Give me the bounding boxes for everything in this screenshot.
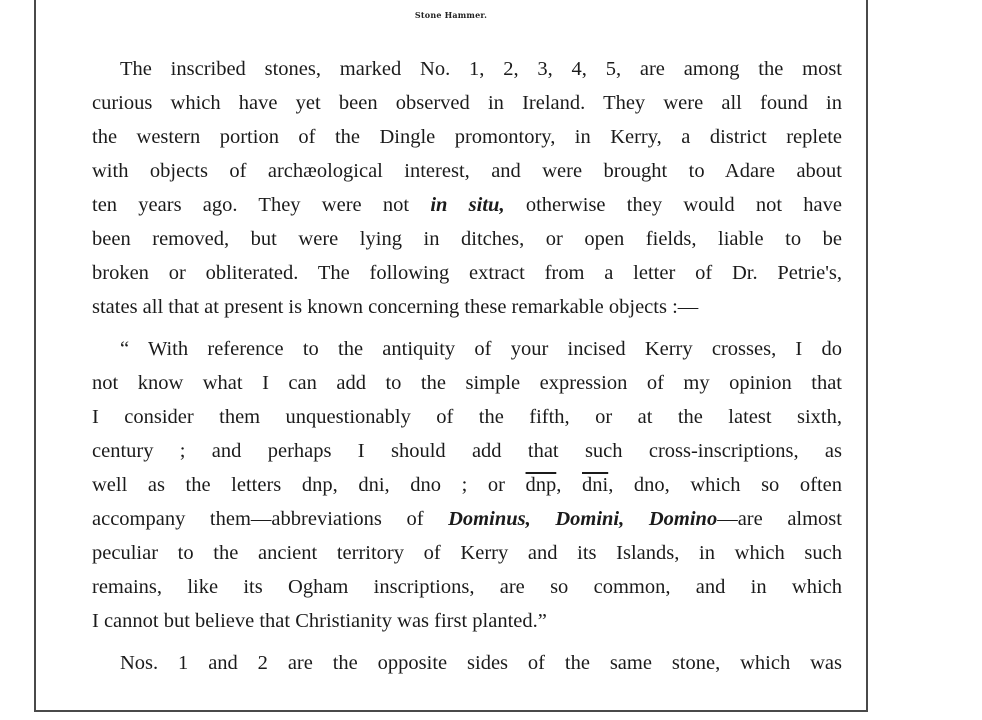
- text-segment: —are almost: [717, 508, 842, 530]
- text-segment: otherwise they would not have: [504, 194, 842, 216]
- text-line: curious which have yet been observed in Ireland. They were all found in: [92, 92, 842, 114]
- text-line: states all that at present is known concerning these remarkable objects :—: [92, 296, 699, 318]
- text-line: with objects of archæological interest, and were brought to Adare about: [92, 160, 842, 182]
- text-segment: [531, 508, 556, 530]
- paragraph-inscribed-stones: [64, 52, 842, 324]
- text-line: not know what I can add to the simple expression of my opinion that: [92, 372, 842, 394]
- text-line: I consider them unquestionably of the fifth, or at the latest sixth,: [92, 406, 842, 428]
- paragraph-petrie-quote: [64, 332, 842, 638]
- text-line: Nos. 1 and 2 are the opposite sides of the same stone, which was: [120, 652, 842, 674]
- text-line: [64, 188, 842, 222]
- text-segment: , dno, which so often: [608, 474, 843, 496]
- paragraph-gap: [64, 638, 842, 646]
- text-segment: ,: [556, 474, 582, 496]
- book-page: [34, 0, 868, 712]
- italic-phrase: in situ,: [430, 194, 505, 216]
- text-line: been removed, but were lying in ditches, or open fields, liable to be: [92, 228, 842, 250]
- text-line: I cannot but believe that Christianity was first planted.”: [92, 610, 547, 632]
- italic-word: Dominus,: [448, 508, 531, 530]
- paragraph-gap: [64, 324, 842, 332]
- text-line: the western portion of the Dingle promontory, in Kerry, a district replete: [92, 126, 842, 148]
- italic-word: Domini,: [555, 508, 625, 530]
- text-segment: [624, 508, 649, 530]
- text-line: The inscribed stones, marked No. 1, 2, 3, 4, 5, are among the most: [120, 58, 842, 80]
- text-line: remains, like its Ogham inscriptions, are so common, and in which: [92, 576, 842, 598]
- text-line: [64, 468, 842, 502]
- text-line: peculiar to the ancient territory of Kerry and its Islands, in which such: [92, 542, 842, 564]
- body-text: [64, 52, 842, 680]
- abbreviation-dnp: $\overline{dnp}$: [525, 474, 557, 496]
- text-segment: accompany them—abbreviations of: [92, 508, 449, 530]
- abbreviation-dni: $\overline{dni}$: [582, 474, 609, 496]
- text-segment: well as the letters dnp, dni, dno ; or: [92, 474, 526, 496]
- text-line: “ With reference to the antiquity of your incised Kerry crosses, I do: [120, 338, 842, 360]
- text-line: [64, 502, 842, 536]
- running-head: Stone Hammer.: [414, 10, 488, 20]
- text-segment: ten years ago. They were not: [92, 194, 431, 216]
- text-line: broken or obliterated. The following extract from a letter of Dr. Petrie's,: [92, 262, 842, 284]
- paragraph-nos-1-2: [64, 646, 842, 680]
- text-line: century ; and perhaps I should add that such cross-inscriptions, as: [92, 440, 842, 462]
- italic-word: Domino: [648, 508, 718, 530]
